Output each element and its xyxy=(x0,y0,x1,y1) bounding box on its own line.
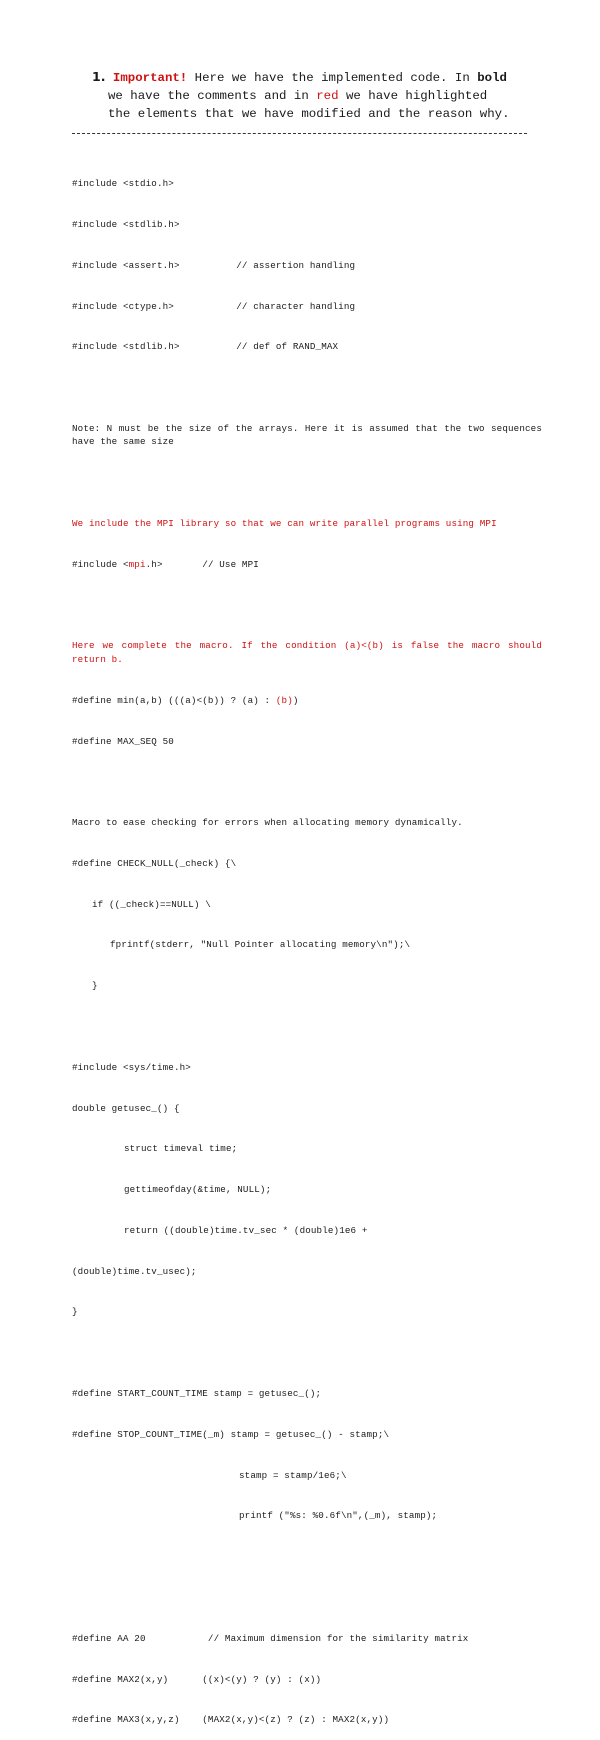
code-line: printf ("%s: %0.6f\n",(_m), stamp); xyxy=(239,1510,438,1522)
intro-text-1: Here we have the implemented code. In xyxy=(187,71,478,85)
code-line: double getusec_() { xyxy=(72,1102,180,1114)
red-word: red xyxy=(316,89,339,103)
code-line: struct timeval time; xyxy=(124,1143,238,1155)
code-line: gettimeofday(&time, NULL); xyxy=(124,1184,272,1196)
bold-word: bold xyxy=(477,71,507,85)
intro-paragraph xyxy=(92,68,532,123)
code-line: fprintf(stderr, "Null Pointer allocating memory\n");\ xyxy=(110,939,411,951)
code-line: } xyxy=(92,980,98,992)
dashed-divider xyxy=(72,133,527,134)
code-line: #include <ctype.h> // character handling xyxy=(72,300,356,312)
code-line: #define STOP_COUNT_TIME(_m) stamp = getusec_() - stamp;\ xyxy=(72,1428,390,1440)
code-line: stamp = stamp/1e6;\ xyxy=(239,1469,347,1481)
code-line: #define AA 20 // Maximum dimension for the similarity matrix xyxy=(72,1632,469,1644)
list-number: 1. xyxy=(92,69,106,84)
code-line: return ((double)time.tv_sec * (double)1e6 + xyxy=(124,1224,368,1236)
macro-comment: Here we complete the macro. If the condition (a)<(b) is false the macro should return b. xyxy=(72,640,542,665)
code-block xyxy=(72,150,542,1740)
code-line: #define MAX3(x,y,z) (MAX2(x,y)<(z) ? (z) : MAX2(x,y)) xyxy=(72,1714,390,1726)
intro-line-2: we have the comments and in red we have highlighted xyxy=(108,89,488,103)
code-line: #define START_COUNT_TIME stamp = getusec_(); xyxy=(72,1388,322,1400)
code-line: #include <stdio.h> xyxy=(72,178,174,190)
mpi-comment: We include the MPI library so that we can write parallel programs using MPI xyxy=(72,518,497,530)
code-line: #define CHECK_NULL(_check) {\ xyxy=(72,857,237,869)
code-line: #include <sys/time.h> xyxy=(72,1061,191,1073)
intro-line-3: the elements that we have modified and the reason why. xyxy=(108,107,510,121)
check-comment: Macro to ease checking for errors when allocating memory dynamically. xyxy=(72,817,463,829)
code-line: #define MAX_SEQ 50 xyxy=(72,735,174,747)
code-line: #include <stdlib.h> xyxy=(72,218,180,230)
note-comment: Note: N must be the size of the arrays. Here it is assumed that the two sequences have the same size xyxy=(72,422,542,448)
code-line-mpi-include: #include <mpi.h> // Use MPI xyxy=(72,558,259,570)
code-line: #include <assert.h> // assertion handling xyxy=(72,259,356,271)
code-line: #define MAX2(x,y) ((x)<(y) ? (y) : (x)) xyxy=(72,1673,322,1685)
code-line: #include <stdlib.h> // def of RAND_MAX xyxy=(72,341,339,353)
important-label: Important! xyxy=(112,71,188,85)
code-line: if ((_check)==NULL) \ xyxy=(92,898,211,910)
code-line: } xyxy=(72,1306,78,1318)
code-line-define-min: #define min(a,b) (((a)<(b)) ? (a) : (b)) xyxy=(72,694,299,706)
code-line: (double)time.tv_usec); xyxy=(72,1265,197,1277)
